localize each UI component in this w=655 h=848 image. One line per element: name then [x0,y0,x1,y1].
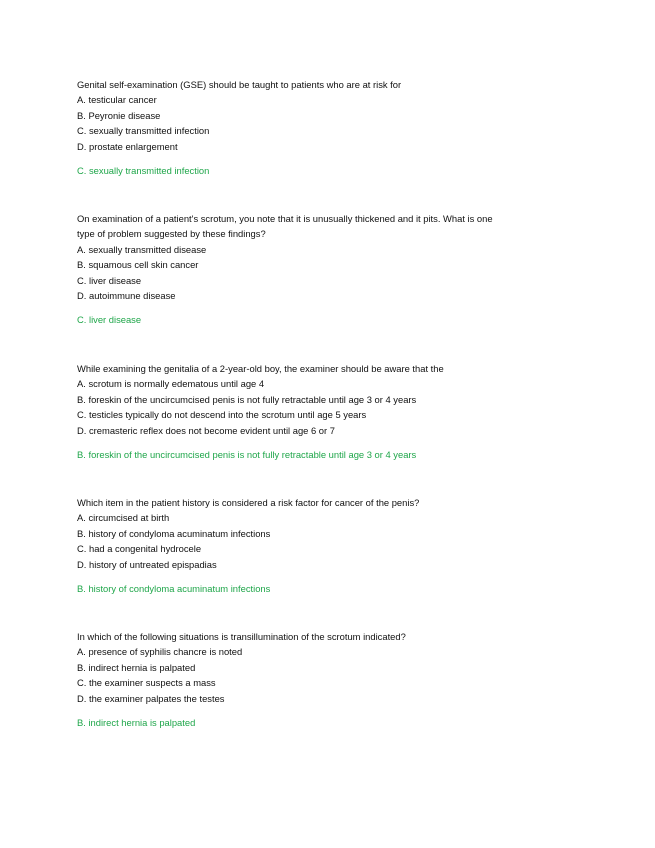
option-d: D. prostate enlargement [77,140,178,152]
option-c: C. liver disease [77,274,142,286]
option-b: B. foreskin of the uncircumcised penis is not fully retractable until age 3 or 4 years [77,393,417,405]
option-a: A. scrotum is normally edematous until age 4 [77,378,265,390]
question-1 [77,77,587,178]
option-a: A. sexually transmitted disease [77,243,207,255]
option-d: D. history of untreated epispadias [77,558,217,570]
option-b: B. indirect hernia is palpated [77,661,196,673]
question-3 [77,361,587,462]
question-stem: Genital self-examination (GSE) should be taught to patients who are at risk for [77,79,402,90]
question-5 [77,629,587,730]
question-stem-line-1: On examination of a patient's scrotum, you note that it is unusually thickened and it pits. What is one [77,213,493,224]
option-b: B. Peyronie disease [77,109,161,121]
option-b: B. history of condyloma acuminatum infections [77,527,271,539]
option-c: C. sexually transmitted infection [77,125,210,137]
option-c: C. the examiner suspects a mass [77,677,216,689]
correct-answer: C. sexually transmitted infection [77,165,210,177]
question-stem: Which item in the patient history is considered a risk factor for cancer of the penis? [77,497,420,508]
option-d: D. cremasteric reflex does not become evident until age 6 or 7 [77,424,335,436]
question-stem: While examining the genitalia of a 2-year-old boy, the examiner should be aware that the [77,363,444,374]
question-2 [77,211,587,328]
option-d: D. the examiner palpates the testes [77,692,225,704]
question-stem: In which of the following situations is transillumination of the scrotum indicated? [77,631,406,642]
option-d: D. autoimmune disease [77,290,176,302]
option-a: A. circumcised at birth [77,512,170,524]
correct-answer: C. liver disease [77,314,142,326]
option-c: C. had a congenital hydrocele [77,543,202,555]
question-stem-line-2: type of problem suggested by these findings? [77,228,266,240]
correct-answer: B. indirect hernia is palpated [77,717,196,729]
option-c: C. testicles typically do not descend into the scrotum until age 5 years [77,409,367,421]
option-a: A. testicular cancer [77,94,157,106]
correct-answer: B. history of condyloma acuminatum infections [77,583,271,595]
option-a: A. presence of syphilis chancre is noted [77,646,243,658]
option-b: B. squamous cell skin cancer [77,259,199,271]
question-4 [77,495,587,596]
correct-answer: B. foreskin of the uncircumcised penis is not fully retractable until age 3 or 4 years [77,449,417,461]
